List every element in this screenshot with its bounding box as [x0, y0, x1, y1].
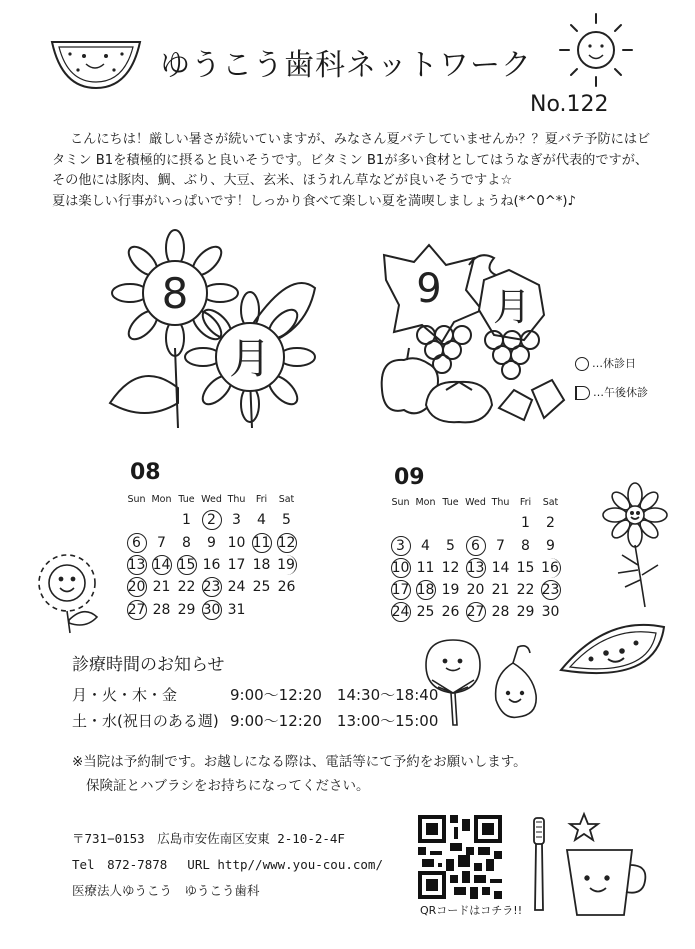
calendar-day-cell [174, 508, 199, 532]
address: 〒731−0153 広島市安佐南区安東 2-10-2-4F [72, 831, 345, 846]
calendar-day: 15 [516, 560, 535, 576]
intro-paragraph-2: 夏は楽しい行事がいっぱいです！しっかり食べて楽しい夏を満喫しましょうね(*^0^*)♪ [52, 193, 576, 209]
calendar-day: 2 [546, 515, 555, 531]
calendar-week-row [388, 511, 563, 535]
hours-row [72, 684, 438, 705]
calendar-week-row [388, 601, 563, 623]
weekday-label: Tue [442, 496, 459, 508]
calendar-day-cell [388, 579, 413, 601]
calendar-week-row [124, 508, 299, 532]
calendar-day [491, 511, 511, 531]
september-number: 9 [416, 266, 442, 312]
calendar-day-cell [149, 598, 174, 622]
calendar-day-cell [224, 576, 249, 598]
august-kanji: 月 [228, 334, 272, 383]
weekday-label: Mon [151, 493, 172, 505]
intro-text [52, 130, 657, 212]
calendar-day-cell [488, 579, 513, 601]
august-number: 8 [161, 269, 189, 318]
calendar-day: 27 [466, 604, 485, 620]
calendar-day-cell [463, 535, 488, 557]
calendar-day-cell [124, 508, 149, 532]
calendar-day-cell [513, 557, 538, 579]
weekday-label: Tue [178, 493, 195, 505]
calendar-day-cell [199, 508, 224, 532]
calendar-day: 23 [202, 579, 221, 595]
calendar-day-cell [174, 532, 199, 554]
calendar-day-cell [249, 508, 274, 532]
calendar-day: 14 [491, 560, 510, 576]
circle-icon [575, 357, 589, 371]
calendar-day: 28 [491, 604, 510, 620]
calendar-day-cell [463, 511, 488, 535]
contact-info [72, 826, 383, 904]
weekday-label: Thu [491, 496, 510, 508]
calendar-day-cell [413, 579, 438, 601]
calendar-day-cell [513, 535, 538, 557]
calendar-day-cell [224, 508, 249, 532]
toothbrush-cup-illustration [522, 810, 672, 925]
calendar-day-cell [438, 535, 463, 557]
calendar-day: 25 [252, 579, 271, 595]
hours-row [72, 710, 438, 731]
weekday-header-row [388, 493, 563, 511]
calendar-day: 13 [466, 560, 485, 576]
calendar-day [416, 511, 436, 531]
calendar-day: 6 [466, 536, 486, 556]
calendar-day-cell [488, 601, 513, 623]
calendar-day: 20 [466, 582, 485, 598]
calendar-day: 8 [521, 538, 530, 554]
calendar-day-cell [388, 511, 413, 535]
weekday-label: Thu [227, 493, 246, 505]
weekday-label: Mon [415, 496, 436, 508]
qr-caption: QRコードはコチラ!! [420, 904, 523, 917]
calendar-day: 8 [182, 535, 191, 551]
legend-half-label: …午後休診 [593, 386, 648, 399]
hours-times: 9:00～12:20 14:30～18:40 [230, 686, 439, 704]
watermelon-slice-icon [556, 615, 671, 695]
weekday-label: Wed [201, 493, 222, 505]
notice-text [72, 750, 527, 798]
calendar-day: 19 [441, 582, 460, 598]
calendar-day: 21 [491, 582, 510, 598]
calendar-day: 9 [546, 538, 555, 554]
calendar-day-cell [538, 579, 563, 601]
calendar-day-cell [438, 579, 463, 601]
calendar-day-cell [249, 598, 274, 622]
calendar-day-cell [199, 532, 224, 554]
watermelon-icon [50, 38, 142, 90]
calendar-day [441, 511, 461, 531]
half-circle-icon [575, 386, 590, 400]
calendar-day: 30 [202, 602, 221, 618]
calendar-day-cell [199, 554, 224, 576]
calendar-day: 14 [152, 557, 171, 573]
calendar-day [152, 508, 172, 528]
calendar-day-cell [513, 601, 538, 623]
august-calendar [124, 490, 299, 622]
weekday-label: Sun [391, 496, 410, 508]
weekday-label: Wed [465, 496, 486, 508]
calendar-day-cell [538, 511, 563, 535]
weekday-label: Sat [542, 496, 559, 508]
calendar-day-cell [438, 511, 463, 535]
calendar-day: 21 [152, 579, 171, 595]
calendar-day: 31 [227, 602, 246, 618]
calendar-day: 1 [182, 512, 191, 528]
calendar-day: 3 [391, 536, 411, 556]
calendar-day-cell [538, 557, 563, 579]
calendar-day [252, 598, 272, 618]
issue-number: No.122 [530, 92, 609, 117]
calendar-day: 29 [516, 604, 535, 620]
calendar-day: 5 [282, 512, 291, 528]
calendar-day-cell [388, 601, 413, 623]
calendar-week-row [124, 554, 299, 576]
calendar-day-cell [149, 532, 174, 554]
weekday-label: Sun [127, 493, 146, 505]
calendar-day: 13 [127, 557, 146, 573]
legend-half-day [575, 384, 648, 400]
calendar-day-cell [249, 532, 274, 554]
calendar-day-cell [149, 554, 174, 576]
calendar-day: 20 [127, 579, 146, 595]
calendar-day: 16 [540, 558, 561, 578]
calendar-day [277, 598, 297, 618]
calendar-day-cell [388, 557, 413, 579]
calendar-day-cell [149, 508, 174, 532]
weekday-label: Fri [255, 493, 268, 505]
calendar-day: 24 [391, 604, 410, 620]
cosmos-flower-icon [600, 485, 670, 610]
calendar-day: 6 [127, 533, 147, 553]
calendar-day: 17 [391, 582, 410, 598]
calendar-day-cell [199, 598, 224, 622]
calendar-day: 7 [496, 538, 505, 554]
calendar-day: 2 [202, 510, 222, 530]
calendar-day: 3 [232, 512, 241, 528]
calendar-day-cell [274, 598, 299, 622]
weekday-label: Fri [519, 496, 532, 508]
calendar-day: 11 [252, 535, 271, 551]
intro-paragraph-1: こんにちは！厳しい暑さが続いていますが、みなさん夏バテしていませんか？？夏バテ予防にはビタミン B1を積極的に摂ると良いそうです。ビタミン B1が多い食材としてはうなぎが代表的ですが、その他には豚肉、鯛、ぶり、大豆、玄米、ほうれん草などが良いそうですよ☆ [52, 132, 651, 188]
calendar-day: 24 [227, 579, 246, 595]
calendar-day: 15 [177, 557, 196, 573]
calendar-day [391, 511, 411, 531]
calendar-day-cell [463, 601, 488, 623]
calendar-day-cell [124, 554, 149, 576]
calendar-day-cell [124, 532, 149, 554]
calendar-day: 9 [207, 535, 216, 551]
calendar-day: 10 [227, 535, 246, 551]
calendar-week-row [124, 532, 299, 554]
calendar-week-row [124, 576, 299, 598]
calendar-day-cell [388, 535, 413, 557]
phone-and-url: Tel 872-7878 URL http//www.you-cou.com/ [72, 857, 383, 872]
qr-code[interactable] [418, 815, 502, 899]
sun-icon [552, 10, 642, 90]
august-sunflower-illustration [100, 228, 330, 433]
page-title: ゆうこう歯科ネットワーク [160, 48, 532, 83]
calendar-day: 18 [416, 582, 435, 598]
clinic-name: 医療法人ゆうこう ゆうこう歯科 [72, 883, 260, 898]
calendar-day: 11 [416, 560, 435, 576]
calendar-day-cell [413, 511, 438, 535]
calendar-day-cell [224, 532, 249, 554]
calendar-day-cell [463, 579, 488, 601]
calendar-day: 12 [277, 535, 296, 551]
notice-line-2: 保険証とハブラシをお持ちになってください。 [86, 778, 370, 794]
calendar-day-cell [463, 557, 488, 579]
calendar-day: 16 [202, 557, 221, 573]
calendar-day: 10 [391, 560, 410, 576]
august-calendar-title: 08 [130, 460, 161, 485]
calendar-week-row [124, 598, 299, 622]
notice-line-1: ※当院は予約制です。お越しになる際は、電話等にて予約をお願いします。 [72, 754, 527, 770]
hours-times: 9:00～12:20 13:00～15:00 [230, 712, 439, 730]
calendar-day-cell [174, 554, 199, 576]
calendar-day-cell [538, 535, 563, 557]
calendar-day: 27 [127, 602, 146, 618]
calendar-day-cell [224, 554, 249, 576]
calendar-day: 29 [177, 602, 196, 618]
calendar-day-cell [413, 601, 438, 623]
calendar-day-cell [513, 511, 538, 535]
calendar-day-cell [249, 554, 274, 576]
calendar-week-row [388, 557, 563, 579]
calendar-day: 25 [416, 604, 435, 620]
calendar-day [127, 508, 147, 528]
calendar-day: 18 [252, 557, 271, 573]
calendar-day-cell [124, 576, 149, 598]
calendar-day: 4 [421, 538, 430, 554]
hours-title: 診療時間のお知らせ [72, 655, 225, 675]
calendar-day-cell [174, 598, 199, 622]
calendar-day-cell [149, 576, 174, 598]
calendar-day-cell [199, 576, 224, 598]
calendar-day-cell [413, 535, 438, 557]
calendar-day-cell [513, 579, 538, 601]
calendar-week-row [388, 579, 563, 601]
calendar-day: 5 [446, 538, 455, 554]
legend-closed [575, 355, 636, 371]
calendar-day: 22 [516, 582, 535, 598]
calendar-day: 1 [521, 515, 530, 531]
calendar-day: 4 [257, 512, 266, 528]
calendar-day-cell [274, 508, 299, 532]
september-calendar [388, 493, 563, 623]
calendar-day [466, 511, 486, 531]
calendar-day-cell [488, 535, 513, 557]
calendar-day-cell [488, 557, 513, 579]
calendar-day-cell [438, 557, 463, 579]
calendar-day-cell [488, 511, 513, 535]
calendar-week-row [388, 535, 563, 557]
calendar-day: 23 [541, 582, 560, 598]
calendar-day-cell [274, 532, 299, 554]
legend-closed-label: …休診日 [592, 357, 636, 370]
calendar-day: 30 [541, 604, 560, 620]
september-kanji: 月 [492, 285, 532, 329]
calendar-day: 28 [152, 602, 171, 618]
calendar-day: 26 [441, 604, 460, 620]
small-sunflower-icon [22, 545, 112, 635]
calendar-day-cell [174, 576, 199, 598]
september-fruit-illustration [374, 240, 574, 430]
calendar-day-cell [249, 576, 274, 598]
calendar-day-cell [274, 554, 299, 576]
weekday-header-row [124, 490, 299, 508]
calendar-day-cell [274, 576, 299, 598]
calendar-day: 19 [276, 555, 297, 575]
september-calendar-title: 09 [394, 465, 425, 490]
calendar-day-cell [124, 598, 149, 622]
calendar-day-cell [413, 557, 438, 579]
calendar-day: 7 [157, 535, 166, 551]
hours-days: 土・水(祝日のある週) [72, 712, 219, 730]
calendar-day-cell [438, 601, 463, 623]
weekday-label: Sat [278, 493, 295, 505]
calendar-day: 17 [227, 557, 246, 573]
calendar-day: 22 [177, 579, 196, 595]
fan-and-pear-illustration [418, 635, 558, 735]
calendar-day-cell [224, 598, 249, 622]
hours-days: 月・火・木・金 [72, 686, 178, 704]
calendar-day: 26 [277, 579, 296, 595]
calendar-day: 12 [441, 560, 460, 576]
